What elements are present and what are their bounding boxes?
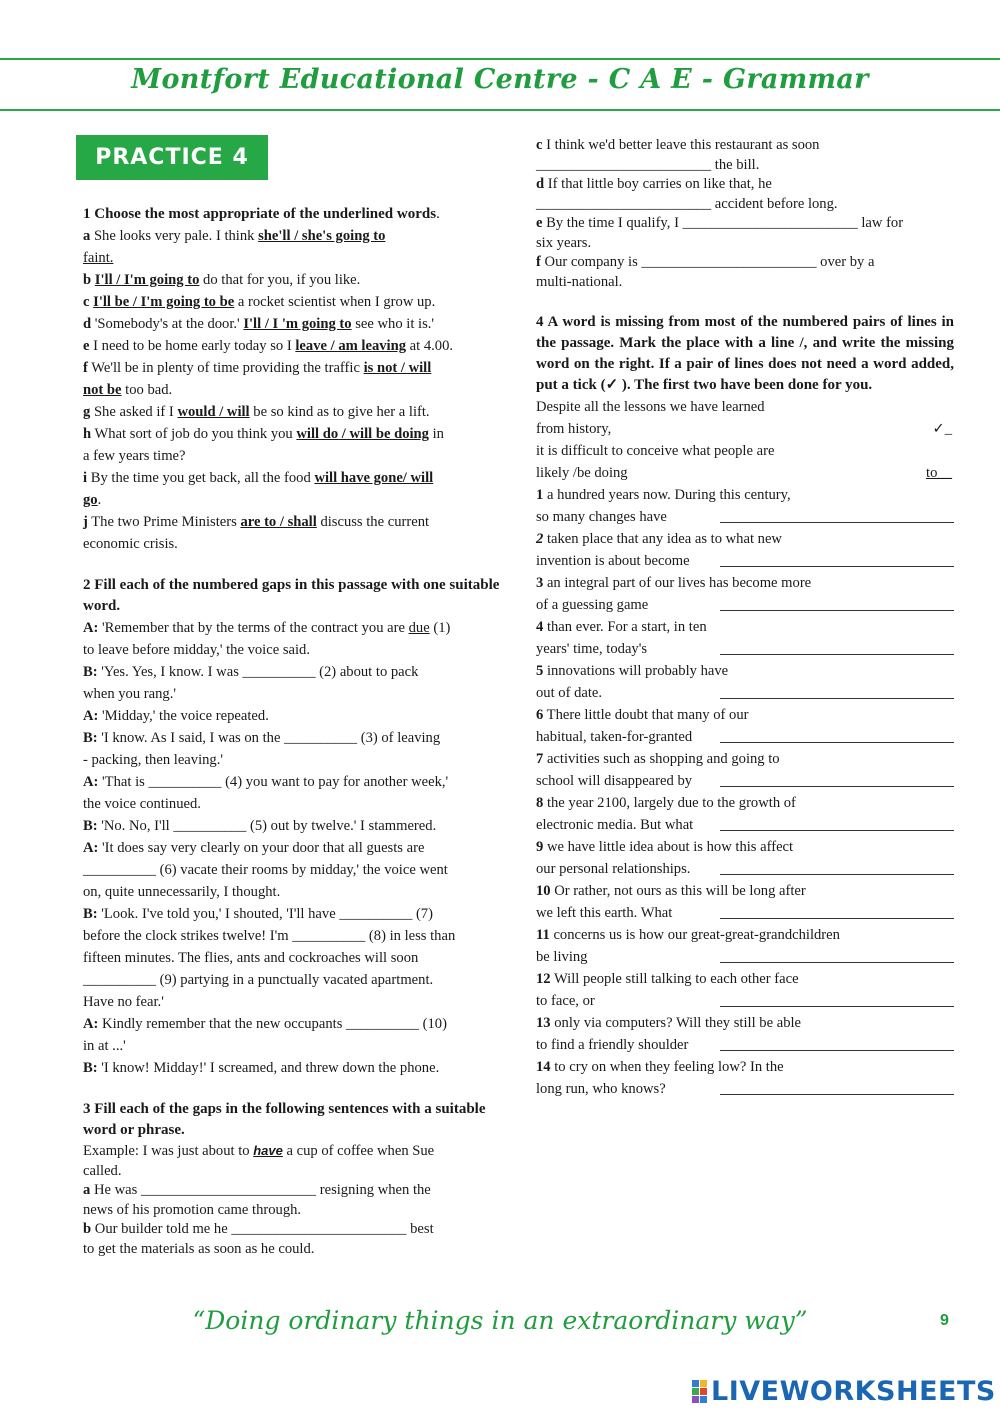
q2-line-text: on, quite unnecessarily, I thought. — [83, 884, 281, 900]
q2-line-text: Have no fear.' — [83, 994, 164, 1010]
q4-answer-field[interactable] — [720, 990, 954, 1007]
q4-line-text — [536, 927, 840, 943]
q2-line-text: 'It does say very clearly on your door that all guests are — [98, 840, 425, 856]
q2-line-text: 'Midday,' the voice repeated. — [98, 708, 269, 724]
q4-line-text — [536, 1015, 801, 1031]
q4-line — [536, 616, 954, 638]
q2-line-text: 'I know! Midday!' I screamed, and threw down the phone. — [97, 1060, 440, 1076]
q2-line-text: 'I know. As I said, I was on the __________ (3) of leaving — [97, 730, 441, 746]
q4-line-number: 14 — [536, 1059, 551, 1075]
q4-line-words: Will people still talking to each other face — [550, 971, 799, 987]
q4-line — [536, 792, 954, 814]
q2-line-text: in at ...' — [83, 1038, 126, 1054]
q4-line — [536, 726, 954, 748]
q1-item — [83, 335, 501, 357]
q3-item-e-cont: six years. — [536, 234, 592, 251]
q1-item-text: By the time you get back, all the food — [87, 470, 315, 486]
q4-line-text — [536, 1059, 784, 1075]
q4-answer-field[interactable] — [720, 902, 954, 919]
q4-line — [536, 814, 954, 836]
q1-item-options: go — [83, 492, 98, 508]
q2-speaker: A: — [83, 1016, 99, 1032]
q4-line-text — [536, 443, 774, 459]
q1-item-letter: c — [83, 294, 90, 310]
q1-item — [83, 225, 501, 247]
q2-line-text: 'That is __________ (4) you want to pay for another week,' — [98, 774, 449, 790]
q4-line-number: 5 — [536, 663, 544, 679]
q4-line-text — [536, 597, 648, 613]
q1-item — [83, 357, 501, 379]
q2-line — [83, 881, 501, 903]
q4-line-text — [536, 729, 692, 745]
page-number: 9 — [940, 1312, 949, 1329]
q4-line-words: of a guessing game — [536, 597, 649, 613]
q4-line-text — [536, 421, 611, 437]
q4-line-words: than ever. For a start, in ten — [543, 619, 707, 635]
q4-line-words: we left this earth. What — [536, 905, 673, 921]
q1-item-options: I'll / I 'm going to — [243, 316, 352, 332]
q4-line-words: activities such as shopping and going to — [543, 751, 780, 767]
q4-line-words: Despite all the lessons we have learned — [536, 399, 765, 415]
q4-answer-field[interactable] — [720, 946, 954, 963]
q4-answer-field[interactable] — [720, 682, 954, 699]
q2-speaker: A: — [83, 840, 99, 856]
q4-line — [536, 682, 954, 704]
q1-item-options: not be — [83, 382, 122, 398]
q4-line — [536, 396, 954, 418]
q3-example-cont: called. — [83, 1162, 122, 1179]
q4-line — [536, 572, 954, 594]
q4-answer-field[interactable] — [720, 550, 954, 567]
q3-item-f-cont: multi-national. — [536, 273, 623, 290]
q4-line — [536, 880, 954, 902]
q1-item-text-end: discuss the current — [316, 514, 430, 530]
q1-item-text: The two Prime Ministers — [87, 514, 241, 530]
q2-speaker: B: — [83, 818, 98, 834]
q3-item-d-cont: ________________________ accident before long. — [536, 195, 838, 212]
q4-line-number: 8 — [536, 795, 544, 811]
q2-line — [83, 991, 501, 1013]
q1-item — [83, 247, 501, 269]
q1-item-text: She looks very pale. I think — [90, 228, 259, 244]
q4-line-words: electronic media. But what — [536, 817, 694, 833]
q4-line-text — [536, 839, 793, 855]
q1-item — [83, 489, 501, 511]
q4-answer-field[interactable] — [720, 506, 954, 523]
q4-line — [536, 1056, 954, 1078]
q1-title: 1 Choose the most appropriate of the underlined words. — [83, 206, 440, 222]
q1-item-options: I'll be / I'm going to be — [93, 294, 235, 310]
q2-line-text: 'No. No, I'll __________ (5) out by twelve.' I stammered. — [97, 818, 437, 834]
q1-item-text: What sort of job do you think you — [91, 426, 297, 442]
q4-line — [536, 440, 954, 462]
q4-line-text — [536, 949, 587, 965]
q1-item-options: are to / shall — [240, 514, 317, 530]
q4-line-words: invention is about become — [536, 553, 690, 569]
q4-line-words: likely /be doing — [536, 465, 628, 481]
q4-line — [536, 968, 954, 990]
q2-line-text: fifteen minutes. The flies, ants and cockroaches will soon — [83, 950, 419, 966]
q4-example-answer: to__ — [926, 465, 952, 481]
q4-line-text — [536, 531, 782, 547]
q1-item-text-end: in — [428, 426, 444, 442]
q2-line — [83, 925, 501, 947]
q2-line — [83, 749, 501, 771]
liveworksheets-logo-icon — [692, 1380, 707, 1403]
q4-line-text — [536, 487, 791, 503]
q4-line-number: 11 — [536, 927, 550, 943]
q4-line-words: habitual, taken-for-granted — [536, 729, 693, 745]
q3-item-c-cont: ________________________ the bill. — [536, 156, 760, 173]
q2-line-end: (1) — [429, 620, 451, 636]
q1-item-text-end: at 4.00. — [406, 338, 454, 354]
liveworksheets-logo[interactable] — [692, 1372, 996, 1410]
q2-line — [83, 617, 501, 639]
q4-answer-field[interactable] — [720, 638, 954, 655]
q2-speaker: A: — [83, 620, 99, 636]
q1-item — [83, 379, 501, 401]
q1-item-text: a few years time? — [83, 448, 186, 464]
q4-line-words: we have little idea about is how this affect — [543, 839, 794, 855]
q4-line-text — [536, 751, 780, 767]
q2-speaker: A: — [83, 774, 99, 790]
q4-answer-field[interactable] — [720, 1034, 954, 1051]
q2-line-text: when you rang.' — [83, 686, 177, 702]
q4-line-words: taken place that any idea as to what new — [543, 531, 782, 547]
q4-line — [536, 836, 954, 858]
q1-item-letter: j — [83, 514, 88, 530]
q2-example-answer: due — [408, 620, 430, 636]
q2-line — [83, 1013, 501, 1035]
q4-line-text — [536, 795, 796, 811]
q4-line-words: only via computers? Will they still be able — [550, 1015, 802, 1031]
q3-item-c: c I think we'd better leave this restaurant as soon — [536, 137, 820, 153]
q4-line-number: 6 — [536, 707, 544, 723]
q2-line-text: 'Yes. Yes, I know. I was __________ (2) about to pack — [97, 664, 419, 680]
q4-answer-field[interactable] — [720, 858, 954, 875]
q3-item-e: e By the time I qualify, I ________________________ law for — [536, 215, 904, 231]
q4-line-number: 1 — [536, 487, 544, 503]
q3-title: 3 Fill each of the gaps in the following sentences with a suitable word or phrase. — [83, 1101, 486, 1138]
q4-line-text — [536, 817, 693, 833]
q3-example: Example: I was just about to have a cup of coffee when Sue — [83, 1143, 435, 1159]
q2-line — [83, 1035, 501, 1057]
q4-line-words: a hundred years now. During this century, — [543, 487, 791, 503]
q2-speaker: B: — [83, 730, 98, 746]
q4-line-words: the year 2100, largely due to the growth of — [543, 795, 796, 811]
q1-item-letter: a — [83, 228, 91, 244]
q1-item-letter: g — [83, 404, 91, 420]
right-column — [536, 136, 954, 1100]
q4-line-text — [536, 685, 602, 701]
q2-line — [83, 705, 501, 727]
q4-line-text — [536, 399, 765, 415]
q4-line-words: it is difficult to conceive what people are — [536, 443, 775, 459]
q4-passage — [536, 396, 954, 1100]
q4-line-text — [536, 905, 672, 921]
header-rule-bottom — [0, 109, 1000, 111]
practice-badge: PRACTICE 4 — [76, 135, 268, 180]
q4-line-number: 12 — [536, 971, 551, 987]
q4-line — [536, 924, 954, 946]
q2-line-text: 'Look. I've told you,' I shouted, 'I'll have __________ (7) — [97, 906, 433, 922]
q1-item — [83, 313, 501, 335]
q4-line-number: 2 — [536, 531, 544, 547]
q4-line-text — [536, 465, 628, 481]
q4-line-words: to face, or — [536, 993, 595, 1009]
q4-line-number: 4 — [536, 619, 544, 635]
q4-line-text — [536, 773, 692, 789]
q2-line-text: before the clock strikes twelve! I'm __________ (8) in less than — [83, 928, 456, 944]
q2-line-text: Kindly remember that the new occupants __________ (10) — [98, 1016, 447, 1032]
q2-line-text: the voice continued. — [83, 796, 201, 812]
q2-line — [83, 903, 501, 925]
q4-line-text — [536, 971, 799, 987]
q4-line-text — [536, 1037, 688, 1053]
q4-line-text — [536, 1081, 666, 1097]
q4-line — [536, 704, 954, 726]
q4-line-words: long run, who knows? — [536, 1081, 666, 1097]
q3-item-d: d If that little boy carries on like that, he — [536, 176, 772, 192]
q3-item-b: b Our builder told me he ________________________ best — [83, 1221, 434, 1237]
q4-line-words: to cry on when they feeling low? In the — [550, 1059, 784, 1075]
q2-line — [83, 815, 501, 837]
q4-line — [536, 638, 954, 660]
q2-line — [83, 683, 501, 705]
q1-item — [83, 445, 501, 467]
q1-item-continued: faint. — [83, 250, 114, 266]
q1-item-text-end: do that for you, if you like. — [199, 272, 361, 288]
q4-line-text — [536, 619, 707, 635]
header-rule-top — [0, 58, 1000, 60]
q3-item-b-cont: to get the materials as soon as he could. — [83, 1240, 315, 1257]
q4-line — [536, 770, 954, 792]
q4-line — [536, 484, 954, 506]
q4-line-number: 13 — [536, 1015, 551, 1031]
q4-line-words: from history, — [536, 421, 612, 437]
q4-line-text — [536, 575, 811, 591]
q2-speaker: B: — [83, 906, 98, 922]
q4-line — [536, 946, 954, 968]
q2-line — [83, 969, 501, 991]
q1-item-text-end: a rocket scientist when I grow up. — [234, 294, 436, 310]
q1-item-options: leave / am leaving — [295, 338, 407, 354]
q4-line — [536, 594, 954, 616]
q4-line-words: concerns us is how our great-great-grandchildren — [549, 927, 840, 943]
q1-item-letter: f — [83, 360, 88, 376]
q4-line — [536, 1078, 954, 1100]
q4-line-text — [536, 509, 667, 525]
q4-line — [536, 748, 954, 770]
q2-title: 2 Fill each of the numbered gaps in this passage with one suitable word. — [83, 577, 500, 614]
q4-line-number: 10 — [536, 883, 551, 899]
q1-item-options: will do / will be doing — [296, 426, 429, 442]
q4-title: 4 A word is missing from most of the numbered pairs of lines in the passage. Mark the place with a line /, and write the missing word on the right. If a pair of lines does not need a word added, put a tick (✓ ). The first two have been done for you. — [536, 314, 954, 393]
q4-line-words: There little doubt that many of our — [543, 707, 749, 723]
q4-line-text — [536, 883, 806, 899]
q4-line-words: to find a friendly shoulder — [536, 1037, 689, 1053]
q2-line — [83, 793, 501, 815]
q3-item-a-cont: news of his promotion came through. — [83, 1201, 302, 1218]
q4-line-number: 7 — [536, 751, 544, 767]
q2-line — [83, 837, 501, 859]
q4-line-words: innovations will probably have — [543, 663, 729, 679]
q1-item — [83, 467, 501, 489]
q2-line-text: 'Remember that by the terms of the contract you are — [98, 620, 409, 636]
q4-line — [536, 550, 954, 572]
q4-answer-field[interactable] — [720, 594, 954, 611]
q1-item-text: I need to be home early today so I — [89, 338, 296, 354]
q2-line-text: __________ (9) partying in a punctually vacated apartment. — [83, 972, 434, 988]
q4-line — [536, 858, 954, 880]
q1-item-text: economic crisis. — [83, 536, 178, 552]
q4-line — [536, 1012, 954, 1034]
q4-line-words: school will disappeared by — [536, 773, 693, 789]
q4-answer-field[interactable] — [720, 1078, 954, 1095]
q1-item-options: is not / will — [363, 360, 432, 376]
q1-item-options: I'll / I'm going to — [94, 272, 200, 288]
q1-item-letter: i — [83, 470, 88, 486]
q4-line-words: Or rather, not ours as this will be long after — [550, 883, 806, 899]
q1-item — [83, 511, 501, 533]
q1-item — [83, 423, 501, 445]
left-column — [83, 204, 501, 1259]
q4-line-text — [536, 663, 728, 679]
q2-speaker: B: — [83, 664, 98, 680]
q4-example-answer: ✓_ — [932, 421, 952, 437]
q1-item-text: We'll be in plenty of time providing the traffic — [87, 360, 364, 376]
q4-line — [536, 462, 954, 484]
q4-line-text — [536, 861, 690, 877]
q2-passage — [83, 617, 501, 1079]
q2-speaker: B: — [83, 1060, 98, 1076]
q1-item-text-end: see who it is.' — [351, 316, 435, 332]
q4-answer-field[interactable] — [720, 814, 954, 831]
q2-line — [83, 947, 501, 969]
q1-item — [83, 401, 501, 423]
q1-item — [83, 291, 501, 313]
q1-item — [83, 533, 501, 555]
q4-line-words: our personal relationships. — [536, 861, 691, 877]
q1-item-options: would / will — [177, 404, 250, 420]
q1-item-letter: e — [83, 338, 90, 354]
q2-line — [83, 771, 501, 793]
q1-item-letter: b — [83, 272, 92, 288]
liveworksheets-logo-text: LIVEWORKSHEETS — [711, 1375, 996, 1407]
q1-items — [83, 225, 501, 555]
footer-quote: “Doing ordinary things in an extraordinary way” — [192, 1306, 808, 1335]
q2-line — [83, 859, 501, 881]
q4-line — [536, 990, 954, 1012]
q4-line-number: 9 — [536, 839, 544, 855]
q1-item-letter: d — [83, 316, 92, 332]
q2-line — [83, 727, 501, 749]
q1-item-letter: h — [83, 426, 92, 442]
q1-item-options: will have gone/ will — [314, 470, 434, 486]
q4-line-number: 3 — [536, 575, 544, 591]
q1-item — [83, 269, 501, 291]
q4-line-words: years' time, today's — [536, 641, 648, 657]
q4-line-words: be living — [536, 949, 588, 965]
header-title: Montfort Educational Centre - C A E - Grammar — [131, 64, 869, 95]
q2-line-text: to leave before midday,' the voice said. — [83, 642, 310, 658]
q3-item-a: a He was ________________________ resigning when the — [83, 1182, 431, 1198]
q2-line — [83, 661, 501, 683]
q4-answer-field[interactable] — [720, 770, 954, 787]
q1-item-text-end: . — [97, 492, 102, 508]
q4-line — [536, 660, 954, 682]
q4-line — [536, 1034, 954, 1056]
q4-answer-field[interactable] — [720, 726, 954, 743]
q2-speaker: A: — [83, 708, 99, 724]
q4-line-words: out of date. — [536, 685, 603, 701]
q1-item-text-end: be so kind as to give her a lift. — [249, 404, 430, 420]
q4-line-words: an integral part of our lives has become more — [543, 575, 812, 591]
q4-line-text — [536, 553, 690, 569]
q3-item-f: f Our company is ________________________ over by a — [536, 254, 875, 270]
q1-item-text: She asked if I — [90, 404, 178, 420]
q4-line-words: so many changes have — [536, 509, 667, 525]
q1-item-text-end: too bad. — [121, 382, 173, 398]
q4-line — [536, 418, 954, 440]
q4-line — [536, 506, 954, 528]
q4-line-text — [536, 707, 749, 723]
q2-line — [83, 639, 501, 661]
q4-line — [536, 528, 954, 550]
q4-line-text — [536, 993, 595, 1009]
q2-line — [83, 1057, 501, 1079]
q4-line-text — [536, 641, 647, 657]
q2-line-text: - packing, then leaving.' — [83, 752, 224, 768]
q1-item-text: 'Somebody's at the door.' — [91, 316, 244, 332]
q4-line — [536, 902, 954, 924]
q1-item-options: she'll / she's going to — [258, 228, 386, 244]
q2-line-text: __________ (6) vacate their rooms by midday,' the voice went — [83, 862, 448, 878]
